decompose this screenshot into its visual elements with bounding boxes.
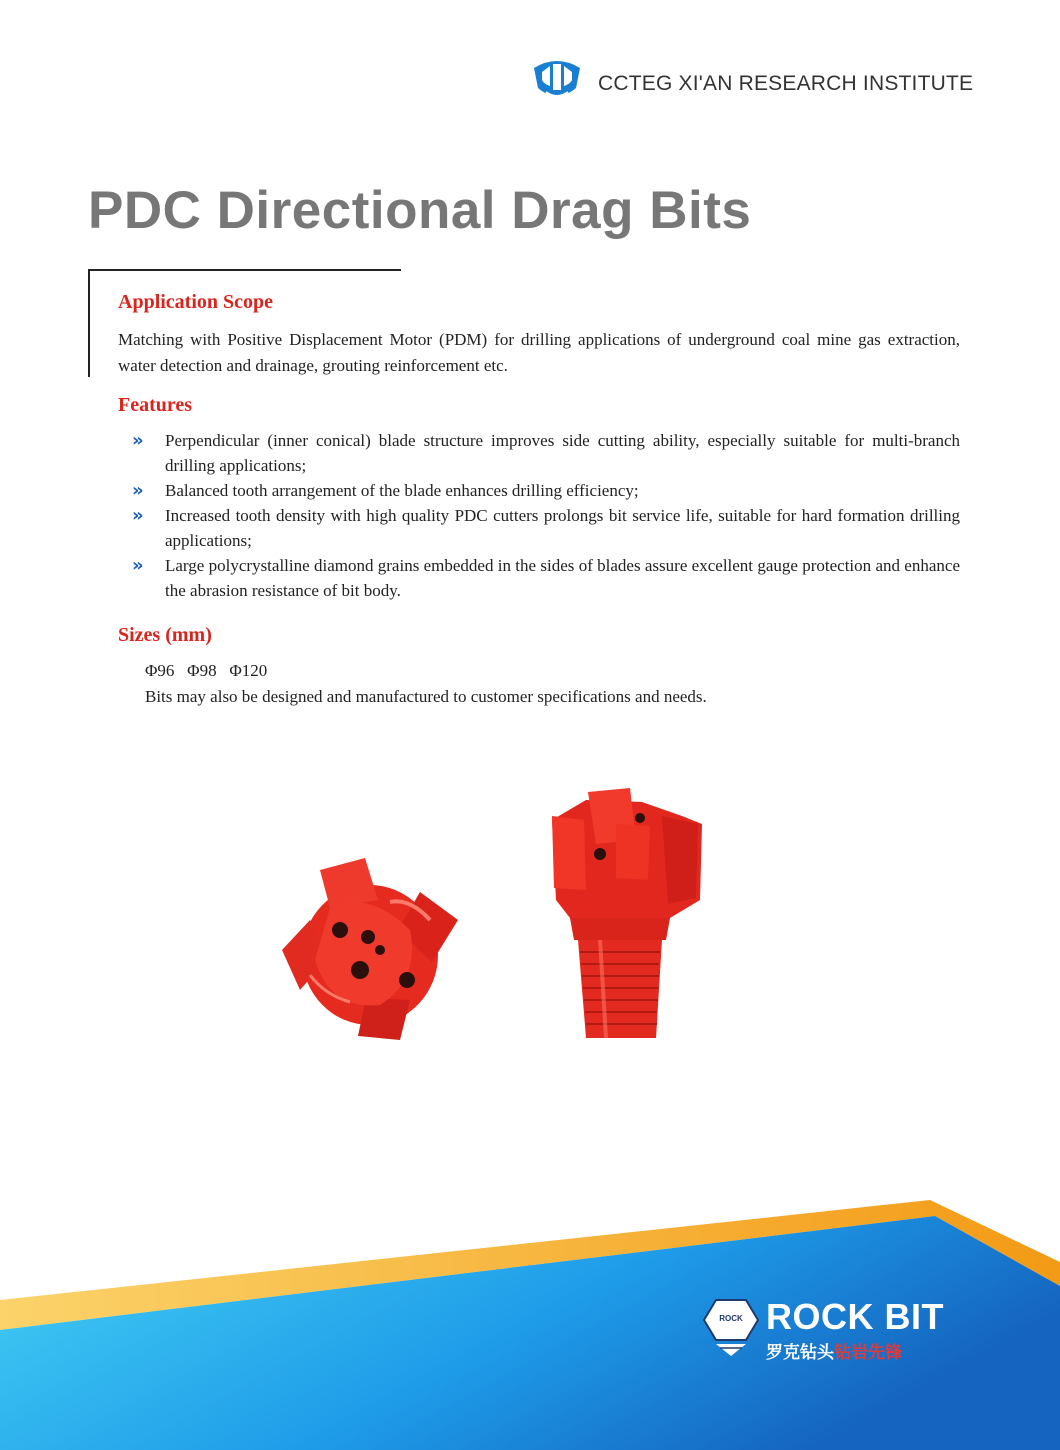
- feature-text: Balanced tooth arrangement of the blade enhances drilling efficiency;: [165, 481, 639, 500]
- ccteg-shield-logo-icon: [528, 58, 586, 102]
- brand-slogan: [766, 1338, 902, 1363]
- double-chevron-right-icon: »: [132, 555, 144, 576]
- feature-text: Perpendicular (inner conical) blade structure improves side cutting ability, especially suitable for multi-branch drilling applications;: [165, 431, 960, 475]
- double-chevron-right-icon: »: [132, 430, 144, 451]
- brand-name: ROCK BIT: [766, 1296, 944, 1337]
- sizes-heading: Sizes (mm): [118, 624, 212, 646]
- double-chevron-right-icon: »: [132, 505, 144, 526]
- frame-top-rule: [88, 269, 401, 271]
- feature-item: [132, 503, 960, 553]
- rock-bit-brand: [700, 1290, 970, 1370]
- features-list: [132, 428, 960, 603]
- brand-slogan-white: 罗克钻头: [766, 1343, 834, 1363]
- page-header: [528, 58, 974, 108]
- sizes-block: [145, 658, 707, 710]
- brand-slogan-red: 钻岩先锋: [834, 1343, 902, 1363]
- frame-left-rule: [88, 269, 90, 377]
- page-title: PDC Directional Drag Bits: [88, 181, 752, 240]
- bit-top-view-image: [282, 858, 458, 1040]
- double-chevron-right-icon: »: [132, 480, 144, 501]
- application-scope-text: Matching with Positive Displacement Motor (PDM) for drilling applications of underground coal mine gas extraction, water detection and drainage, grouting reinforcement etc.: [118, 330, 960, 375]
- rock-diamond-logo-icon: [702, 1296, 760, 1358]
- application-scope-heading: Application Scope: [118, 291, 274, 313]
- bit-side-view-image: [552, 788, 702, 1038]
- badge-label: ROCK: [719, 1314, 743, 1323]
- sizes-note: Bits may also be designed and manufactured to customer specifications and needs.: [145, 687, 707, 706]
- sizes-values: Φ96 Φ98 Φ120: [145, 661, 268, 680]
- features-heading: Features: [118, 394, 193, 416]
- product-photos: [270, 780, 730, 1050]
- feature-item: [132, 478, 960, 503]
- feature-item: [132, 428, 960, 478]
- organization-name: CCTEG XI'AN RESEARCH INSTITUTE: [598, 72, 974, 95]
- feature-text: Large polycrystalline diamond grains embedded in the sides of blades assure excellent gauge protection and enhance the abrasion resistance of bit body.: [165, 556, 960, 600]
- feature-text: Increased tooth density with high quality PDC cutters prolongs bit service life, suitable for hard formation drilling applications;: [165, 506, 960, 550]
- feature-item: [132, 553, 960, 603]
